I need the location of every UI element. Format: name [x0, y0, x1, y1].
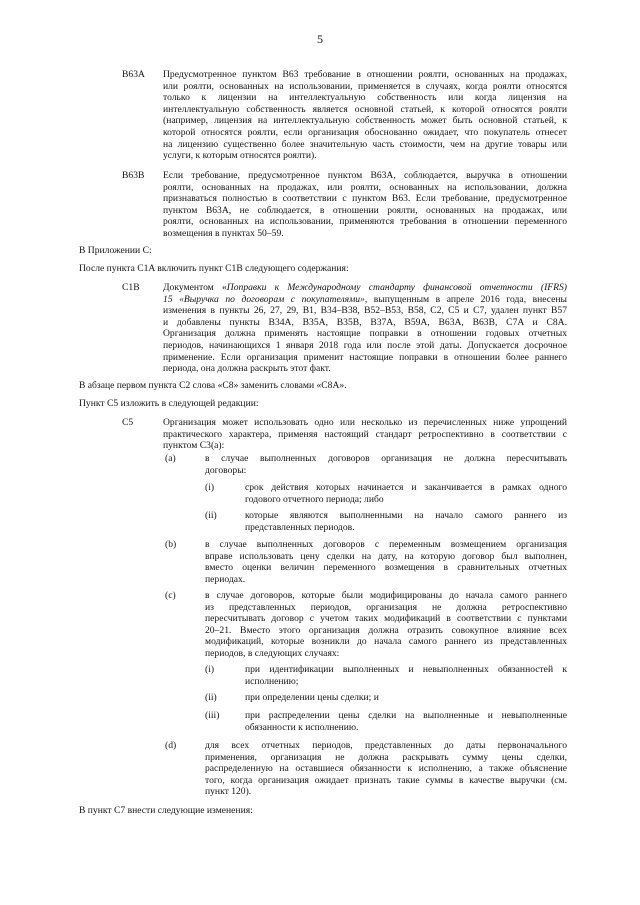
text-line: Предусмотренное пунктом B63 требование в отношении роялти, основанных на продажах,	[163, 69, 567, 80]
text-line: роялти, основанных на использовании, применяются требования в отношении переменного	[163, 216, 567, 228]
text-line: модификаций, которые возникли до начала самого раннего из представленных	[205, 636, 567, 648]
text-line: обязанности к исполнению.	[245, 721, 359, 733]
item-a	[205, 453, 567, 476]
text-line	[163, 294, 567, 306]
item-label-d: (d)	[165, 740, 177, 751]
subitem-label-c-i: (i)	[205, 664, 215, 675]
paragraph-b63b	[163, 170, 567, 240]
text-line: пунктом C3(a):	[163, 440, 225, 452]
subitem-label-c-ii: (ii)	[205, 692, 217, 703]
text-line: периодов, в следующих случаях:	[205, 647, 340, 659]
text-line: признаваться полностью в соответствии с пунктом B63. Если требование, предусмотренное	[163, 193, 567, 205]
instruction-c7-intro: В пункт C7 внести следующие изменения:	[79, 805, 253, 816]
text-line: пересчитывать договор с учетом таких модификаций в соответствии с пунктами	[205, 613, 567, 625]
text-line: периодов, начинающихся 1 января 2018 года или после этой даты. Допускается досрочное	[163, 339, 567, 351]
instruction-c2-change: В абзаце первом пункта C2 слова «C8» заменить словами «C8A».	[79, 380, 347, 391]
text-line: того, когда организация ожидает признать такие суммы в качестве выручки (см.	[205, 774, 567, 786]
paragraph-label-b63a: B63A	[122, 69, 145, 80]
document-title-italic: 15 «Выручка по договорам с покупателями»	[163, 293, 365, 305]
text-line: только к лицензии на интеллектуальную собственность или когда лицензия на	[163, 92, 567, 104]
text-line: из представленных периодов, организация не должна ретроспективно	[205, 601, 567, 613]
text-line: (например, лицензия на интеллектуальную собственность может быть основной статьей, к	[163, 115, 567, 127]
text-run: , выпущенным в апреле 2016 года, внесены	[364, 293, 568, 305]
text-line: периода, она должна раскрыть этот факт.	[163, 363, 331, 375]
text-line: и добавлены пункты B34A, B35A, B35B, B37A, B59A, B63A, B63B, C7A и C8A.	[163, 316, 567, 328]
document-title-italic: Поправки к Международному стандарту финансовой отчетности (IFRS)	[226, 282, 567, 293]
item-label-b: (b)	[165, 539, 177, 550]
text-line: вместо оценки величин переменного возмещения в сравнительных отчетных	[205, 562, 567, 574]
text-line: договоры:	[205, 464, 247, 476]
paragraph-label-c5: C5	[122, 417, 134, 428]
subitem-label-a-ii: (ii)	[205, 510, 217, 521]
item-label-c: (c)	[165, 590, 176, 601]
text-line: при определении цены сделки; и	[245, 692, 379, 703]
text-line: представленных периодов.	[245, 521, 355, 533]
subitem-c-ii	[245, 692, 567, 704]
paragraph-c5	[163, 417, 567, 452]
text-line: роялти, основанных на продажах, или роялти, основанных на использовании, должна	[163, 181, 567, 193]
text-line: вправе использовать цену сделки на дату, на которую договор был выполнен,	[205, 550, 567, 562]
subitem-a-ii	[245, 510, 567, 533]
paragraph-label-c1b: C1B	[122, 282, 140, 293]
text-line: распределенную на оставшиеся обязанности к исполнению, а также объяснение	[205, 763, 567, 775]
text-line: исполнению;	[245, 675, 299, 687]
text-line: которые являются выполненными на начало самого раннего из	[245, 510, 567, 521]
subitem-c-iii	[245, 710, 567, 733]
subitem-c-i	[245, 664, 567, 687]
paragraph-c1b	[163, 282, 567, 375]
paragraph-b63a	[163, 69, 567, 162]
instruction-appendix-c: В Приложении С:	[79, 245, 152, 256]
text-line: изменения в пункты 26, 27, 29, B1, B34–B38, B52–B53, B58, C2, C5 и C7, удален пункт B57	[163, 305, 567, 317]
page-number: 5	[317, 32, 323, 46]
text-line: в случае договоров, которые были модифицированы до начала самого раннего	[205, 590, 567, 601]
text-line: услуги, к которым относятся роялти).	[163, 150, 317, 162]
text-line: или роялти, основанных на использовании, применяется в случаях, когда роялти относятся	[163, 80, 567, 92]
text-line: применение. Если организация применит настоящие поправки в отношении более раннего	[163, 351, 567, 363]
text-line: периодах.	[205, 573, 246, 585]
item-label-a: (a)	[165, 453, 176, 464]
text-line: пунктом B63A, не соблюдается, в отношении роялти, основанных на продажах, или	[163, 204, 567, 216]
text-line	[163, 282, 567, 294]
text-line: для всех отчетных периодов, представленных до даты первоначального	[205, 740, 567, 751]
item-b	[205, 539, 567, 585]
text-line: практического характера, применяя настоящий стандарт ретроспективно в соответствии с	[163, 428, 567, 440]
item-d	[205, 740, 567, 798]
text-line: применения, организация не должна раскрывать сумму цены сделки,	[205, 751, 567, 763]
text-line: срок действия которых начинается и заканчивается в рамках одного	[245, 482, 567, 493]
text-line: которой относятся роялти, если организация обоснованно ожидает, что покупатель отнесет	[163, 126, 567, 138]
subitem-a-i	[245, 482, 567, 505]
text-line: Организация может использовать одно или несколько из перечисленных ниже упрощений	[163, 417, 567, 428]
subitem-label-c-iii: (iii)	[205, 710, 220, 721]
item-c	[205, 590, 567, 660]
subitem-label-a-i: (i)	[205, 482, 215, 493]
text-run: Документом «	[163, 282, 227, 293]
text-line: 20–21. Вместо этого организация должна отразить совокупное влияние всех	[205, 624, 567, 636]
text-line: годового отчетного периода; либо	[245, 493, 384, 505]
instruction-after-c1a: После пункта C1A включить пункт C1B следующего содержания:	[79, 263, 349, 274]
text-line: на лицензию существенно более значительную часть стоимости, чем на другие товары или	[163, 138, 567, 150]
text-line: Организация должна применять настоящие поправки в отношении годовых отчетных	[163, 328, 567, 340]
text-line: при идентификации выполненных и невыполненных обязанностей к	[245, 664, 567, 675]
text-line: при распределении цены сделки на выполненные и невыполненные	[245, 710, 567, 721]
text-line: в случае выполненных договоров организация не должна пересчитывать	[205, 453, 567, 464]
text-line: в случае выполненных договоров с переменным возмещением организация	[205, 539, 567, 550]
instruction-c5-intro: Пункт C5 изложить в следующей редакции:	[79, 398, 259, 409]
text-line: возмещения в пунктах 50–59.	[163, 227, 284, 239]
paragraph-label-b63b: B63B	[122, 170, 145, 181]
text-line: интеллектуальную собственность является основной статьей, к которой относятся роялти	[163, 103, 567, 115]
text-line: Если требование, предусмотренное пунктом B63A, соблюдается, выручка в отношении	[163, 170, 567, 181]
text-line: пункт 120).	[205, 786, 252, 798]
